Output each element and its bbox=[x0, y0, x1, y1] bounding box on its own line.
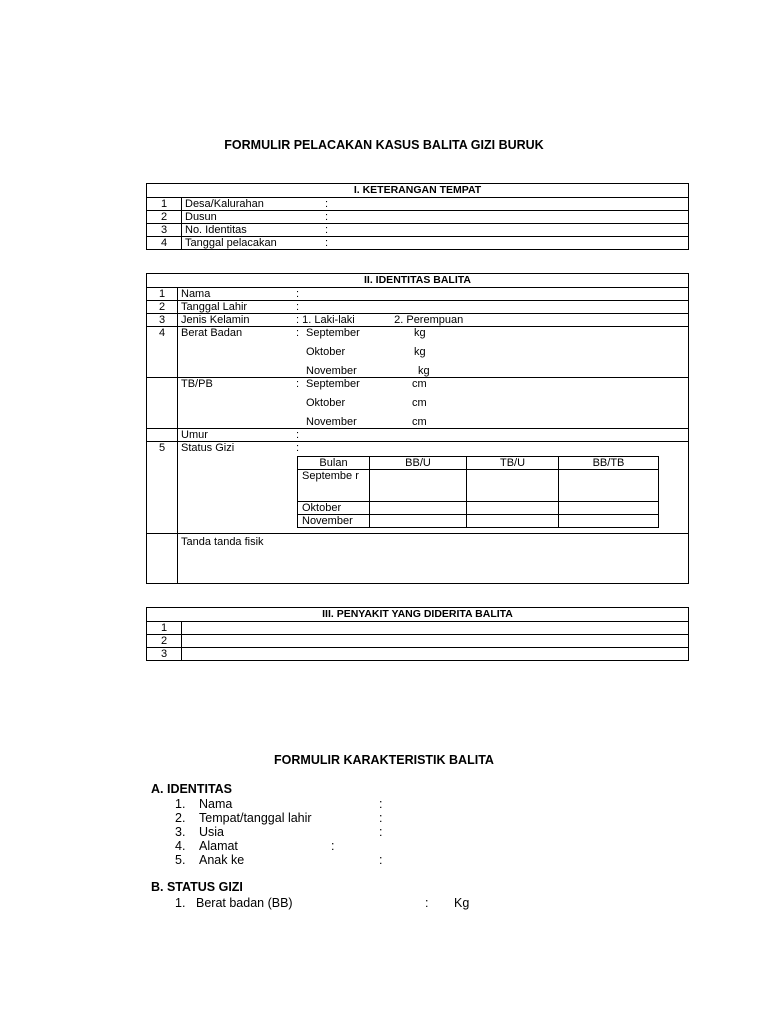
table-row bbox=[147, 635, 689, 648]
item-value[interactable]: : bbox=[379, 853, 383, 867]
section-penyakit-table bbox=[146, 607, 689, 661]
unit-label: kg bbox=[418, 365, 430, 377]
gender-option-female[interactable]: 2. Perempuan bbox=[394, 314, 464, 326]
unit-label: kg bbox=[414, 327, 426, 339]
table-row bbox=[147, 378, 689, 429]
row-number: 2 bbox=[147, 635, 182, 648]
row-number: 1 bbox=[147, 622, 182, 635]
item-value[interactable]: : bbox=[425, 896, 429, 910]
field-label: Status Gizi bbox=[181, 442, 235, 454]
table-row bbox=[147, 198, 689, 211]
item-label: Berat badan (BB) bbox=[196, 896, 293, 910]
month-label: Oktober bbox=[306, 346, 346, 358]
field-label: Umur bbox=[181, 429, 208, 441]
value-cell[interactable] bbox=[467, 470, 559, 502]
section-keterangan-tempat-table bbox=[146, 183, 689, 250]
value-cell[interactable] bbox=[370, 515, 467, 528]
value-cell[interactable] bbox=[559, 502, 659, 515]
table-row bbox=[147, 237, 689, 250]
unit-label: kg bbox=[414, 346, 426, 358]
value-cell[interactable] bbox=[370, 470, 467, 502]
item-value[interactable]: : bbox=[379, 825, 383, 839]
column-header: BB/U bbox=[370, 457, 467, 470]
field-label: Tanggal Lahir bbox=[181, 301, 248, 313]
field-value[interactable]: : bbox=[296, 429, 300, 441]
colon: : bbox=[296, 378, 300, 390]
unit-label: cm bbox=[412, 416, 427, 428]
gender-option-male[interactable]: 1. Laki-laki bbox=[302, 314, 355, 326]
field-label: Tanda tanda fisik bbox=[178, 534, 689, 584]
column-header: Bulan bbox=[298, 457, 370, 470]
row-number: 2 bbox=[147, 211, 182, 224]
colon: : bbox=[296, 442, 300, 454]
table-row bbox=[147, 622, 689, 635]
disease-entry[interactable] bbox=[182, 635, 689, 648]
month-label: Oktober bbox=[306, 397, 346, 409]
item-label: Usia bbox=[199, 825, 225, 839]
field-label: TB/PB bbox=[181, 378, 213, 390]
row-number: 5 bbox=[147, 442, 178, 534]
field-value[interactable]: : bbox=[325, 237, 329, 249]
colon: : bbox=[296, 314, 300, 326]
value-cell[interactable] bbox=[467, 502, 559, 515]
row-number: 4 bbox=[147, 327, 178, 378]
column-header: BB/TB bbox=[559, 457, 659, 470]
table-row bbox=[147, 211, 689, 224]
table-row bbox=[147, 442, 689, 534]
field-label: Tanggal pelacakan bbox=[185, 237, 277, 249]
field-label: Desa/Kalurahan bbox=[185, 198, 264, 210]
table-row bbox=[147, 288, 689, 301]
table-row bbox=[147, 224, 689, 237]
section-identitas-balita-table bbox=[146, 273, 689, 584]
item-number: 1. bbox=[175, 896, 186, 910]
section-b-heading: B. STATUS GIZI bbox=[151, 880, 243, 894]
value-cell[interactable] bbox=[467, 515, 559, 528]
row-number: 3 bbox=[147, 224, 182, 237]
item-label: Tempat/tanggal lahir bbox=[199, 811, 312, 825]
disease-entry[interactable] bbox=[182, 622, 689, 635]
month-label: September bbox=[306, 327, 360, 339]
month-label: November bbox=[306, 416, 357, 428]
value-cell[interactable] bbox=[559, 515, 659, 528]
field-label: No. Identitas bbox=[185, 224, 247, 236]
field-value[interactable]: : bbox=[325, 198, 329, 210]
table-row bbox=[147, 301, 689, 314]
field-value[interactable]: : bbox=[325, 211, 329, 223]
item-label: Alamat bbox=[199, 839, 238, 853]
section-heading: I. KETERANGAN TEMPAT bbox=[147, 184, 689, 198]
row-number: 1 bbox=[147, 198, 182, 211]
unit-label: cm bbox=[412, 397, 427, 409]
table-row bbox=[147, 534, 689, 584]
field-value[interactable]: : bbox=[325, 224, 329, 236]
row-number: 2 bbox=[147, 301, 178, 314]
table-row bbox=[147, 327, 689, 378]
table-row bbox=[147, 429, 689, 442]
item-number: 1. bbox=[175, 797, 186, 811]
colon: : bbox=[296, 327, 300, 339]
column-header: TB/U bbox=[467, 457, 559, 470]
item-number: 5. bbox=[175, 853, 186, 867]
row-number: 1 bbox=[147, 288, 178, 301]
row-number: 3 bbox=[147, 648, 182, 661]
table-row bbox=[147, 648, 689, 661]
row-number: 4 bbox=[147, 237, 182, 250]
section-heading: II. IDENTITAS BALITA bbox=[147, 274, 689, 288]
item-value[interactable]: : bbox=[379, 797, 383, 811]
month-cell: Oktober bbox=[298, 502, 370, 515]
unit-label: Kg bbox=[454, 896, 470, 910]
month-label: November bbox=[306, 365, 357, 377]
disease-entry[interactable] bbox=[182, 648, 689, 661]
list-item bbox=[175, 797, 185, 811]
row-number: 3 bbox=[147, 314, 178, 327]
field-value[interactable]: : bbox=[296, 288, 300, 300]
field-label: Berat Badan bbox=[181, 327, 243, 339]
section-heading: III. PENYAKIT YANG DIDERITA BALITA bbox=[147, 608, 689, 622]
field-label: Jenis Kelamin bbox=[181, 314, 250, 326]
item-label: Nama bbox=[199, 797, 233, 811]
table-row bbox=[147, 314, 689, 327]
field-label: Nama bbox=[181, 288, 211, 300]
field-label: Dusun bbox=[185, 211, 217, 223]
form2-title: FORMULIR KARAKTERISTIK BALITA bbox=[274, 753, 494, 767]
value-cell[interactable] bbox=[559, 470, 659, 502]
section-a-heading: A. IDENTITAS bbox=[151, 782, 233, 796]
item-value[interactable]: : bbox=[331, 839, 335, 853]
unit-label: cm bbox=[412, 378, 427, 390]
month-cell: November bbox=[298, 515, 370, 528]
value-cell[interactable] bbox=[370, 502, 467, 515]
month-label: September bbox=[306, 378, 360, 390]
field-value[interactable]: : bbox=[296, 301, 300, 313]
item-value[interactable]: : bbox=[379, 811, 383, 825]
status-gizi-table bbox=[297, 456, 659, 528]
item-number: 3. bbox=[175, 825, 186, 839]
form-title: FORMULIR PELACAKAN KASUS BALITA GIZI BURUK bbox=[224, 138, 544, 152]
item-number: 2. bbox=[175, 811, 186, 825]
item-label: Anak ke bbox=[199, 853, 245, 867]
item-number: 4. bbox=[175, 839, 186, 853]
month-cell: Septembe r bbox=[298, 470, 370, 502]
